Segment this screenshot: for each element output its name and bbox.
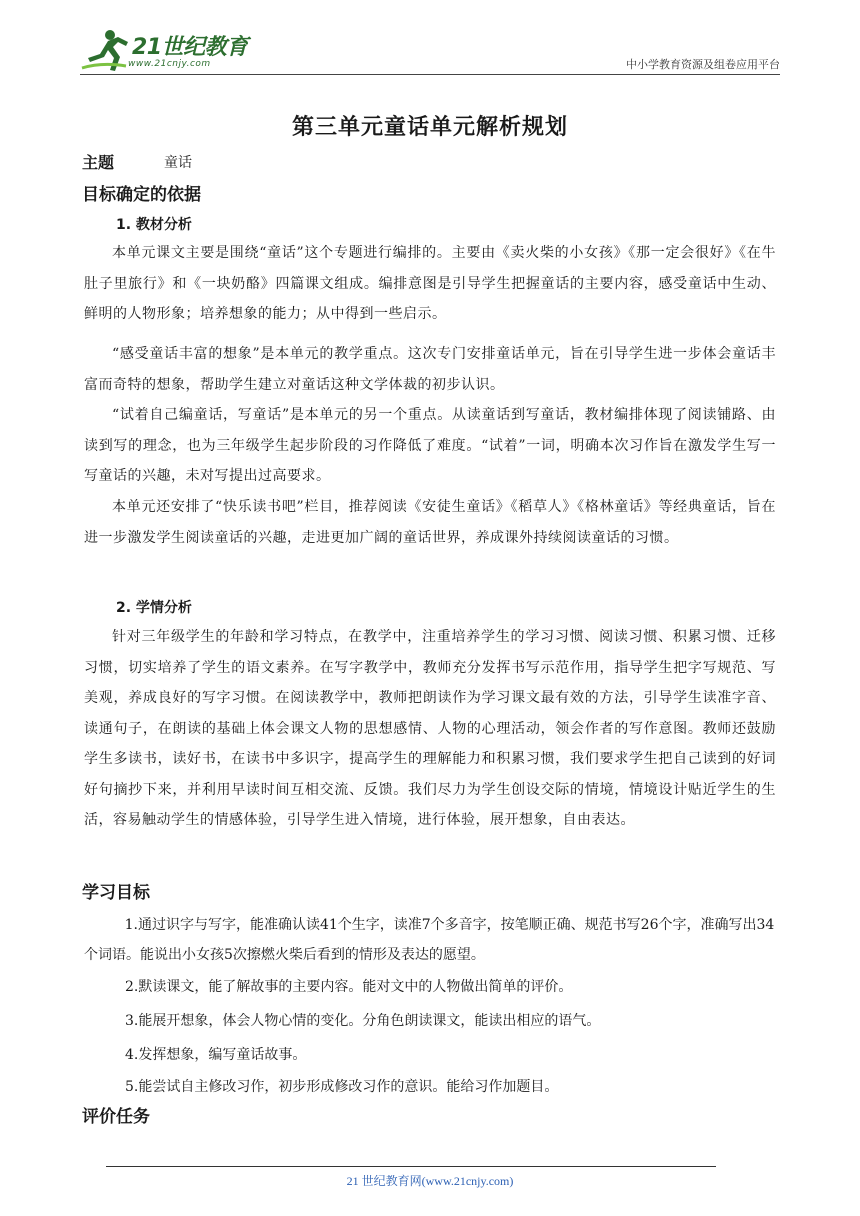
paragraph: 本单元还安排了“快乐读书吧”栏目，推荐阅读《安徒生童话》《稻草人》《格林童话》等经典童话，旨在进一步激发学生阅读童话的兴趣，走进更加广阔的童话世界，养成课外持续阅读童话的习惯。	[84, 499, 776, 546]
section-heading-goals: 学习目标	[82, 883, 150, 903]
paragraph: “感受童话丰富的想象”是本单元的教学重点。这次专门安排童话单元，旨在引导学生进一步体会童话丰富而奇特的想象，帮助学生建立对童话这种文学体裁的初步认识。	[84, 346, 776, 393]
runner-logo-icon	[80, 28, 130, 72]
goal-item: 3.能展开想象，体会人物心情的变化。分角色朗读课文，能读出相应的语气。	[125, 1013, 601, 1029]
logo-text: 21世纪教育	[132, 35, 248, 60]
footer-link[interactable]: 21 世纪教育网(www.21cnjy.com)	[346, 1174, 514, 1188]
paragraph: 本单元课文主要是围绕“童话”这个专题进行编排的。主要由《卖火柴的小女孩》《那一定会很好》《在牛肚子里旅行》和《一块奶酪》四篇课文组成。编排意图是引导学生把握童话的主要内容，感受童话中生动、鲜明的人物形象；培养想象的能力；从中得到一些启示。	[84, 245, 776, 322]
subheading-textbook-analysis: 1. 教材分析	[116, 217, 192, 233]
footer-divider	[106, 1166, 716, 1167]
site-logo[interactable]	[80, 28, 280, 74]
topic-value: 童话	[164, 155, 192, 171]
goal-item: 2.默读课文，能了解故事的主要内容。能对文中的人物做出简单的评价。	[125, 979, 573, 995]
header-divider	[80, 74, 780, 75]
paragraph: 针对三年级学生的年龄和学习特点，在教学中，注重培养学生的学习习惯、阅读习惯、积累习惯、迁移习惯，切实培养了学生的语文素养。在写字教学中，教师充分发挥书写示范作用，指导学生把字写规范、写美观，养成良好的写字习惯。在阅读教学中，教师把朗读作为学习课文最有效的方法，引导学生读准字音、读通句子，在朗读的基础上体会课文人物的思想感情、人物的心理活动，领会作者的写作意图。教师还鼓励学生多读书，读好书，在读书中多识字，提高学生的理解能力和积累习惯，我们要求学生把自己读到的好词好句摘抄下来，并利用早读时间互相交流、反馈。我们尽力为学生创设交际的情境，情境设计贴近学生的生活，容易触动学生的情感体验，引导学生进入情境，进行体验，展开想象，自由表达。	[84, 629, 776, 828]
page-title: 第三单元童话单元解析规划	[291, 115, 568, 140]
page-header	[80, 28, 780, 78]
goal-item: 4.发挥想象，编写童话故事。	[125, 1047, 307, 1063]
paragraph: “试着自己编童话，写童话”是本单元的另一个重点。从读童话到写童话，教材编排体现了阅读铺路、由读到写的理念，也为三年级学生起步阶段的习作降低了难度。“试着”一词，明确本次习作旨在激发学生写一写童话的兴趣，未对写提出过高要求。	[84, 407, 776, 484]
logo-url: www.21cnjy.com	[128, 59, 211, 69]
section-heading-evaluation: 评价任务	[82, 1107, 150, 1127]
goal-item: 5.能尝试自主修改习作，初步形成修改习作的意识。能给习作加题目。	[125, 1079, 559, 1095]
subheading-student-analysis: 2. 学情分析	[116, 600, 192, 616]
topic-label: 主题	[82, 153, 115, 172]
platform-tagline: 中小学教育资源及组卷应用平台	[626, 58, 780, 71]
section-heading-basis: 目标确定的依据	[82, 185, 201, 205]
goal-item: 1.通过识字与写字，能准确认读41个生字，读准7个多音字，按笔顺正确、规范书写26个字，准确写出34个词语。能说出小女孩5次擦燃火柴后看到的情形及表达的愿望。	[84, 917, 775, 963]
